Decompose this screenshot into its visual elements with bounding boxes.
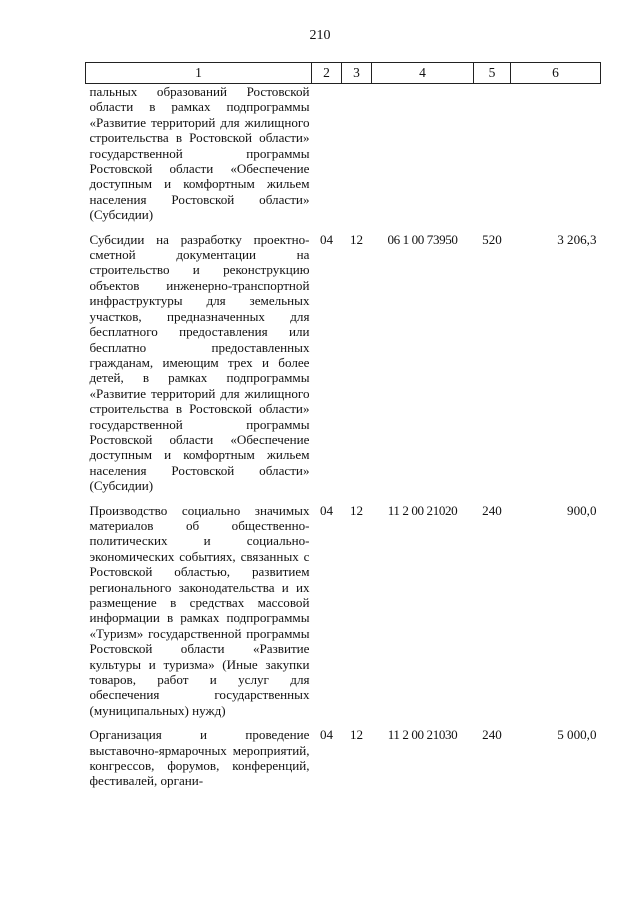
row-expense-type: 240 (482, 727, 502, 743)
row-subsection: 12 (349, 502, 364, 518)
row-description: Субсидии на разработку проектно-сметной документации на строительство и реконструкцию объектов инженерно-транспортной инфраструктуры для земельных участков, предназначенных для бесплатного предоставления или бесплатно предоставленных гражданам, имеющим трех и более детей, в рамках подпрограммы «Развитие территорий для жилищного строительства в Ростовской области» государственной программы Ростовской области «Обеспечение доступным и комфортным жильем населения Ростовской области» (Субсидии) (89, 231, 310, 494)
row-amount (511, 84, 601, 230)
column-header: 3 (342, 63, 372, 84)
row-amount: 3 206,3 (557, 231, 597, 247)
row-expense-type: 520 (482, 231, 502, 247)
row-target: 11 2 00 21030 (387, 727, 458, 743)
row-target: 11 2 00 21020 (387, 502, 458, 518)
column-header: 1 (86, 63, 312, 84)
table-header-row (86, 63, 601, 84)
row-section: 04 (319, 502, 334, 518)
column-header: 6 (511, 63, 601, 84)
row-subsection: 12 (349, 727, 364, 743)
row-section: 04 (319, 727, 334, 743)
row-amount: 5 000,0 (557, 727, 597, 743)
row-target: 06 1 00 73950 (387, 231, 458, 247)
row-target (372, 84, 474, 230)
row-subsection (342, 84, 372, 230)
column-header: 4 (372, 63, 474, 84)
row-description: Производство социально значимых материалов об общественно-политических и социально-экономических событиях, связанных с Ростовской областью, развитием регионального законодательства и их размещение в средствах массовой информации в рамках подпрограммы «Туризм» государственной программы Ростовской области «Развитие культуры и туризма» (Иные закупки товаров, работ и услуг для обеспечения государственных (муниципальных) нужд) (89, 502, 310, 718)
table-row (86, 725, 601, 796)
row-description: пальных образований Ростовской области в рамках подпрограммы «Развитие территорий для жилищного строительства в Ростовской области» государственной программы Ростовской области «Обеспечение доступным и комфортным жильем населения Ростовской области» (Субсидии) (89, 84, 310, 223)
row-amount: 900,0 (567, 502, 597, 518)
row-description: Организация и проведение выставочно-ярмарочных мероприятий, конгрессов, форумов, конференций, фестивалей, органи- (89, 727, 310, 789)
table-row (86, 84, 601, 230)
budget-table (85, 62, 601, 796)
page-number: 210 (309, 28, 331, 43)
row-section (312, 84, 342, 230)
column-header: 2 (312, 63, 342, 84)
row-expense-type (474, 84, 511, 230)
row-expense-type: 240 (482, 502, 502, 518)
row-subsection: 12 (349, 231, 364, 247)
row-section: 04 (319, 231, 334, 247)
table-row (86, 230, 601, 501)
column-header: 5 (474, 63, 511, 84)
table-row (86, 501, 601, 726)
